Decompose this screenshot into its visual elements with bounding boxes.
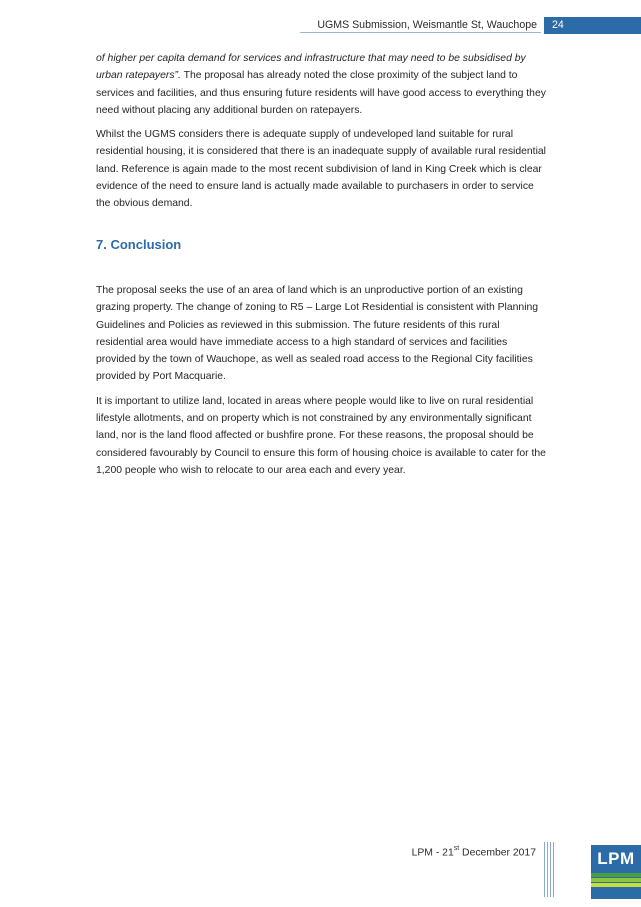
header-title: UGMS Submission, Weismantle St, Wauchope bbox=[317, 19, 537, 31]
document-body bbox=[96, 50, 546, 486]
logo-text: LPM bbox=[597, 849, 635, 868]
paragraph-1 bbox=[96, 50, 546, 119]
paragraph-3: The proposal seeks the use of an area of land which is an unproductive portion of an existing grazing property. The change of zoning to R5 – Large Lot Residential is consistent with Planning Guidelines and Policies as reviewed in this submission. The future residents of this rural residential area would have immediate access to a high standard of services and facilities provided by the town of Wauchope, as well as sealed road access to the Regional City facilities provided by Port Macquarie. bbox=[96, 284, 539, 383]
footer-date: LPM - 21st December 2017 bbox=[411, 845, 536, 859]
quote-text: of higher per capita demand for services and infrastructure that may need to be subsidised by urban ratepayers”. bbox=[96, 53, 526, 82]
lpm-logo bbox=[591, 845, 641, 899]
logo-band-3 bbox=[591, 883, 641, 887]
paragraph-4: It is important to utilize land, located in areas where people would like to live on rural residential lifestyle allotments, and on property which is not constrained by any environmentally significant land, nor is the land flood affected or bushfire prone. For these reasons, the proposal should be considered favourably by Council to ensure this form of housing choice is available to cater for the 1,200 people who wish to relocate to our area each and every year. bbox=[96, 395, 546, 476]
logo-band-2 bbox=[591, 878, 641, 882]
header-rule bbox=[300, 32, 541, 33]
page-number: 24 bbox=[544, 17, 641, 34]
paragraph-1-text: The proposal has already noted the close proximity of the subject land to services and facilities, and thus ensuring future residents will have good access to everything they need without placing any additional burden on ratepayers. bbox=[96, 70, 546, 116]
section-heading: 7. Conclusion bbox=[96, 236, 182, 252]
footer-decorative-lines bbox=[544, 842, 554, 897]
logo-band-1 bbox=[591, 873, 641, 877]
paragraph-2: Whilst the UGMS considers there is adequate supply of undeveloped land suitable for rural residential housing, it is considered that there is an inadequate supply of available rural residential land. Reference is again made to the most recent subdivision of land in King Creek which is clear evidence of the need to ensure land is actually made available to purchasers in order to service the obvious demand. bbox=[96, 129, 546, 210]
